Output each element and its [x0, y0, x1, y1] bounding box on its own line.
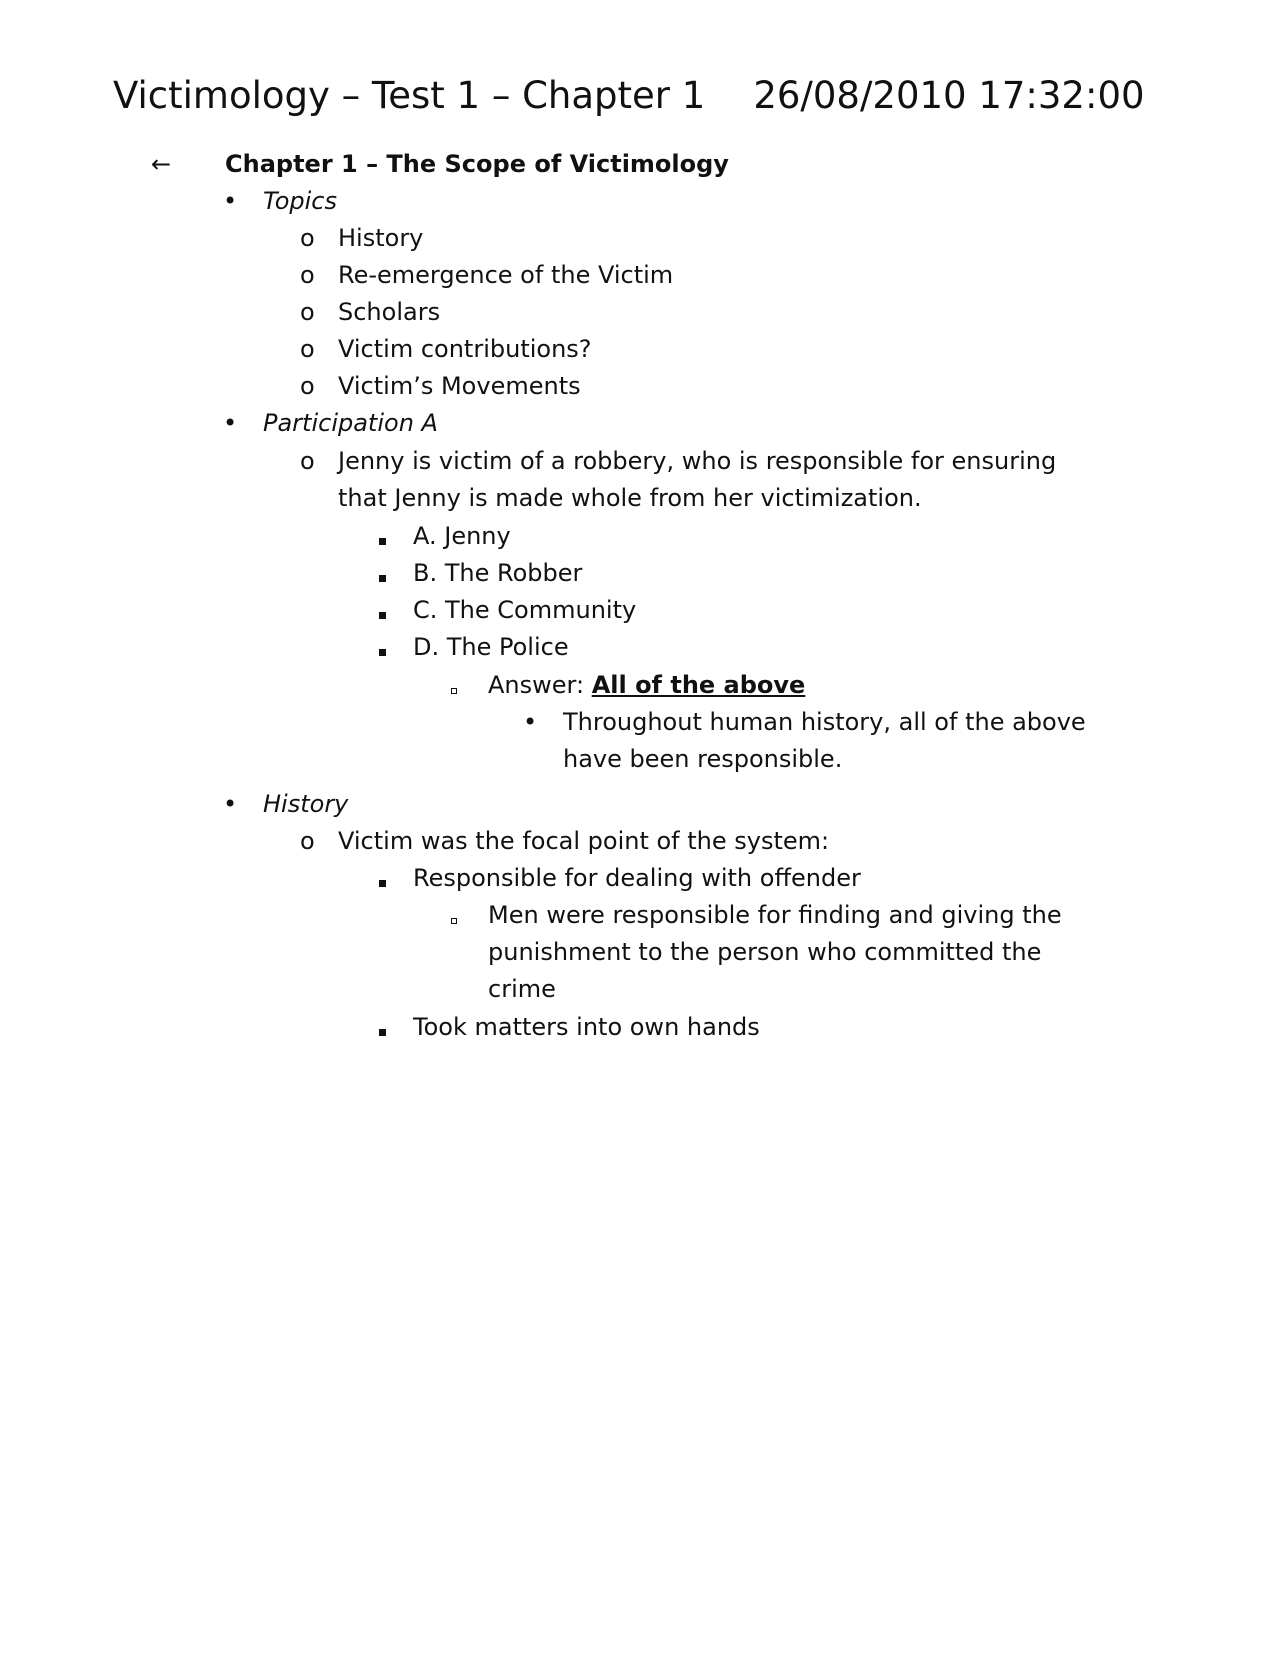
circle-bullet-icon: o	[300, 447, 315, 475]
hollow-square-bullet-icon	[451, 688, 457, 694]
answer-option: C. The Community	[413, 596, 637, 624]
answer-option: B. The Robber	[413, 559, 583, 587]
bullet-icon: •	[223, 187, 238, 215]
square-bullet-icon	[379, 538, 386, 545]
circle-bullet-icon: o	[300, 827, 315, 855]
history-point: Victim was the focal point of the system:	[338, 827, 830, 855]
explanation-line: Throughout human history, all of the above	[563, 708, 1086, 736]
square-bullet-icon	[379, 575, 386, 582]
hollow-square-bullet-icon	[451, 918, 457, 924]
answer-label: Answer:	[488, 671, 592, 699]
circle-bullet-icon: o	[300, 335, 315, 363]
bullet-icon: •	[223, 409, 238, 437]
square-bullet-icon	[379, 880, 386, 887]
answer-option: A. Jenny	[413, 522, 511, 550]
answer-line	[488, 667, 805, 703]
square-bullet-icon	[379, 612, 386, 619]
circle-bullet-icon: o	[300, 261, 315, 289]
document-title: Victimology – Test 1 – Chapter 1	[113, 74, 706, 117]
explanation-line: have been responsible.	[563, 745, 843, 773]
history-detail-line: Men were responsible for finding and giving the	[488, 901, 1062, 929]
page-title	[113, 70, 1145, 122]
history-detail-line: crime	[488, 975, 556, 1003]
history-label: History	[263, 790, 349, 818]
square-bullet-icon	[379, 649, 386, 656]
circle-bullet-icon: o	[300, 372, 315, 400]
topic-item: Victim’s Movements	[338, 372, 581, 400]
topic-item: Scholars	[338, 298, 441, 326]
arrow-marker-icon: ←	[151, 150, 172, 178]
circle-bullet-icon: o	[300, 298, 315, 326]
square-bullet-icon	[379, 1029, 386, 1036]
answer-value: All of the above	[591, 671, 806, 699]
document-date: 26/08/2010 17:32:00	[753, 74, 1145, 117]
question-line: Jenny is victim of a robbery, who is responsible for ensuring	[338, 447, 1057, 475]
history-subpoint: Responsible for dealing with offender	[413, 864, 861, 892]
topic-item: History	[338, 224, 424, 252]
question-line: that Jenny is made whole from her victimization.	[338, 484, 922, 512]
circle-bullet-icon: o	[300, 224, 315, 252]
bullet-icon: •	[523, 708, 538, 736]
participation-label: Participation A	[263, 409, 438, 437]
topics-label: Topics	[263, 187, 337, 215]
topic-item: Victim contributions?	[338, 335, 592, 363]
history-subpoint: Took matters into own hands	[413, 1013, 760, 1041]
chapter-heading: Chapter 1 – The Scope of Victimology	[225, 150, 729, 178]
history-detail-line: punishment to the person who committed the	[488, 938, 1042, 966]
answer-option: D. The Police	[413, 633, 569, 661]
topic-item: Re-emergence of the Victim	[338, 261, 674, 289]
bullet-icon: •	[223, 790, 238, 818]
